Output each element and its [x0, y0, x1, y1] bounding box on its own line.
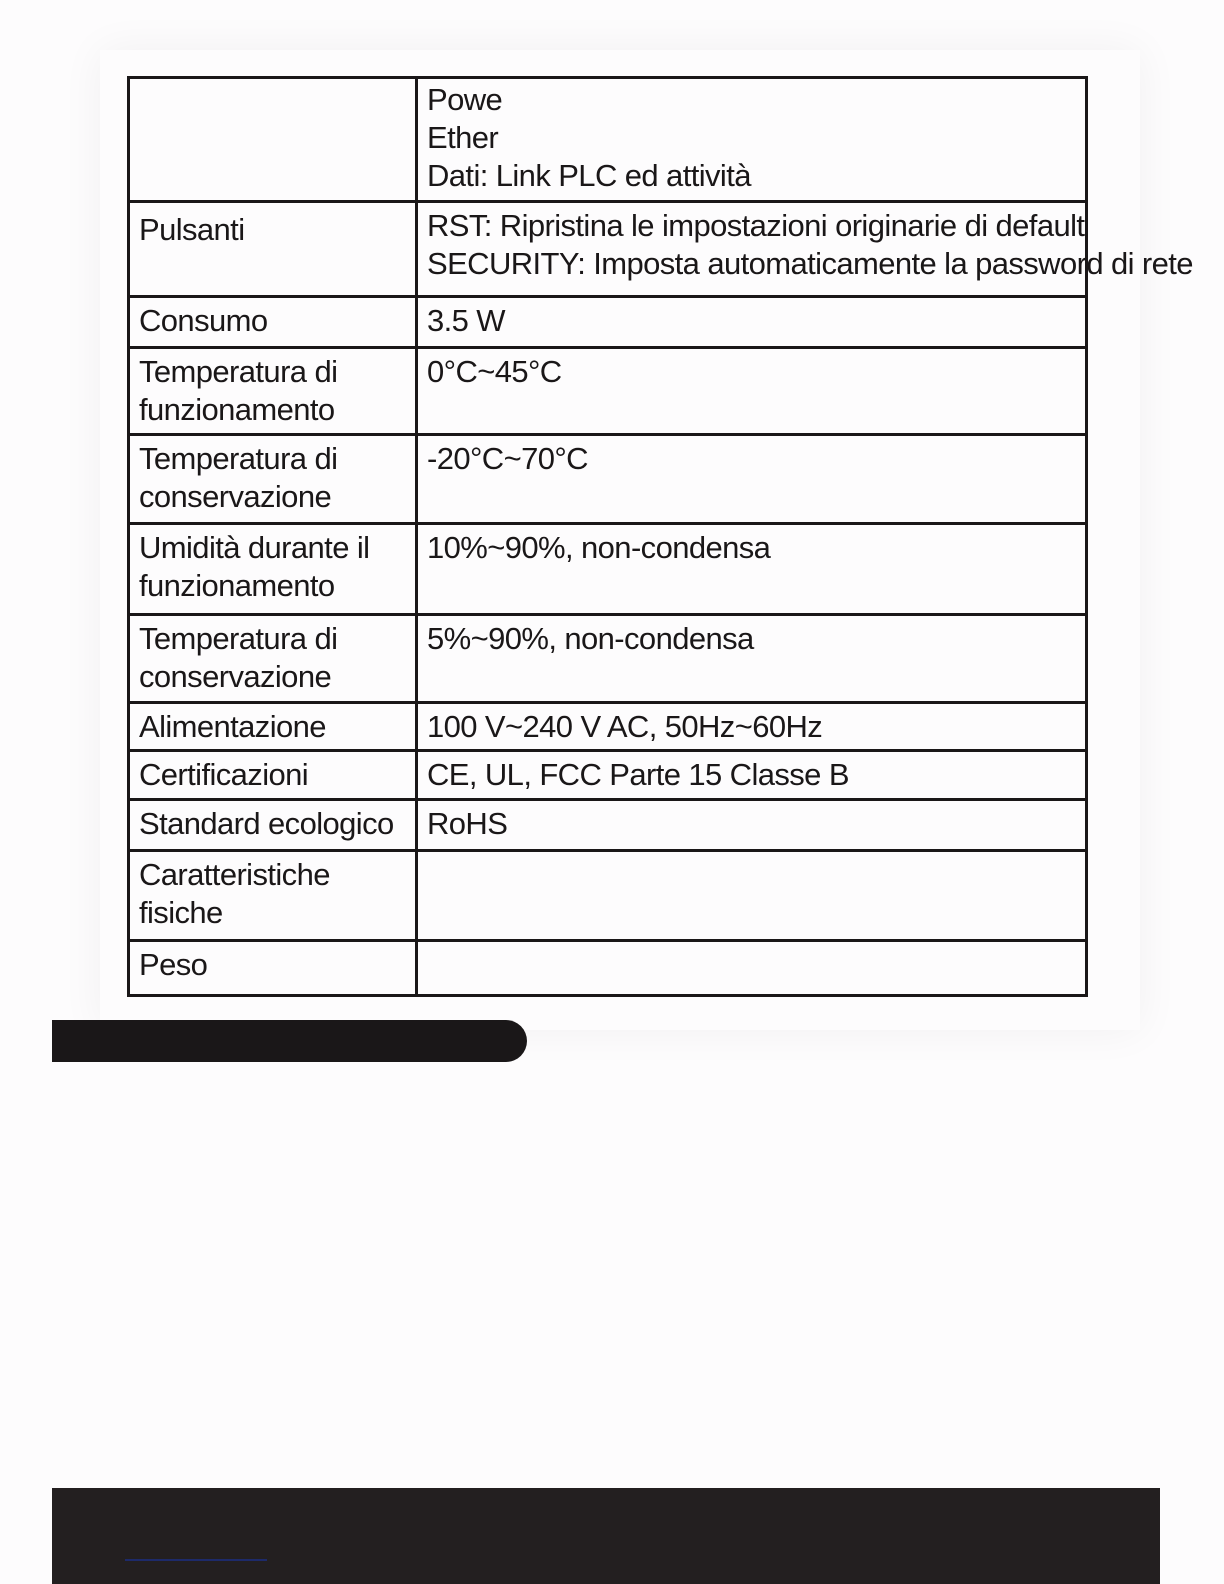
value-line: SECURITY: Imposta automaticamente la password di rete — [427, 246, 1193, 281]
row-value — [417, 615, 1087, 703]
label-line: Peso — [139, 947, 208, 982]
row-label — [129, 941, 417, 996]
row-label — [129, 78, 417, 202]
spec-table — [127, 76, 1193, 997]
value-line: 3.5 W — [427, 303, 505, 338]
row-value — [417, 202, 1193, 297]
label-line: fisiche — [139, 895, 223, 930]
row-value — [417, 851, 1087, 941]
table-row — [129, 202, 1087, 297]
label-line: Caratteristiche — [139, 857, 330, 892]
row-value — [417, 297, 1087, 348]
table-row — [129, 941, 1087, 996]
value-line: 5%~90%, non-condensa — [427, 621, 754, 656]
footer-link-underline — [125, 1559, 267, 1561]
label-line: Certificazioni — [139, 757, 309, 792]
table-row — [129, 348, 1087, 435]
row-value — [417, 348, 1087, 435]
row-value — [417, 800, 1087, 851]
footer-band — [52, 1488, 1160, 1584]
value-line: 0°C~45°C — [427, 354, 562, 389]
label-line: Alimentazione — [139, 709, 326, 744]
label-line: Standard ecologico — [139, 806, 394, 841]
value-line: Powe — [427, 82, 503, 117]
value-line: 10%~90%, non-condensa — [427, 530, 771, 565]
label-line: Umidità durante il — [139, 530, 370, 565]
row-label — [129, 703, 417, 751]
table-row — [129, 78, 1087, 202]
table-row — [129, 297, 1087, 348]
row-value — [417, 751, 1087, 800]
table-row — [129, 615, 1087, 703]
row-label — [129, 524, 417, 615]
value-line: RoHS — [427, 806, 508, 841]
row-label — [129, 297, 417, 348]
table-row — [129, 435, 1087, 524]
value-line: -20°C~70°C — [427, 441, 588, 476]
section-header-bar — [52, 1020, 527, 1062]
table-row — [129, 851, 1087, 941]
label-line: Pulsanti — [139, 212, 245, 247]
row-label — [129, 615, 417, 703]
table-row — [129, 524, 1087, 615]
row-label — [129, 435, 417, 524]
label-line: Temperatura di — [139, 354, 338, 389]
value-line: RST: Ripristina le impostazioni originarie di default — [427, 208, 1085, 243]
table-row — [129, 800, 1087, 851]
label-line: funzionamento — [139, 392, 335, 427]
value-line: Dati: Link PLC ed attività — [427, 158, 751, 193]
row-label — [129, 202, 417, 297]
label-line: conservazione — [139, 659, 332, 694]
value-line: Ether — [427, 120, 499, 155]
row-value — [417, 941, 1087, 996]
row-label — [129, 348, 417, 435]
row-label — [129, 851, 417, 941]
row-value — [417, 78, 1087, 202]
row-value — [417, 435, 1087, 524]
label-line: conservazione — [139, 479, 332, 514]
row-label — [129, 751, 417, 800]
label-line: funzionamento — [139, 568, 335, 603]
table-row — [129, 751, 1087, 800]
label-line: Temperatura di — [139, 441, 338, 476]
row-value — [417, 703, 1087, 751]
value-line: 100 V~240 V AC, 50Hz~60Hz — [427, 709, 823, 744]
row-value — [417, 524, 1087, 615]
row-label — [129, 800, 417, 851]
label-line: Consumo — [139, 303, 268, 338]
value-line: CE, UL, FCC Parte 15 Classe B — [427, 757, 849, 792]
table-row — [129, 703, 1087, 751]
label-line: Temperatura di — [139, 621, 338, 656]
